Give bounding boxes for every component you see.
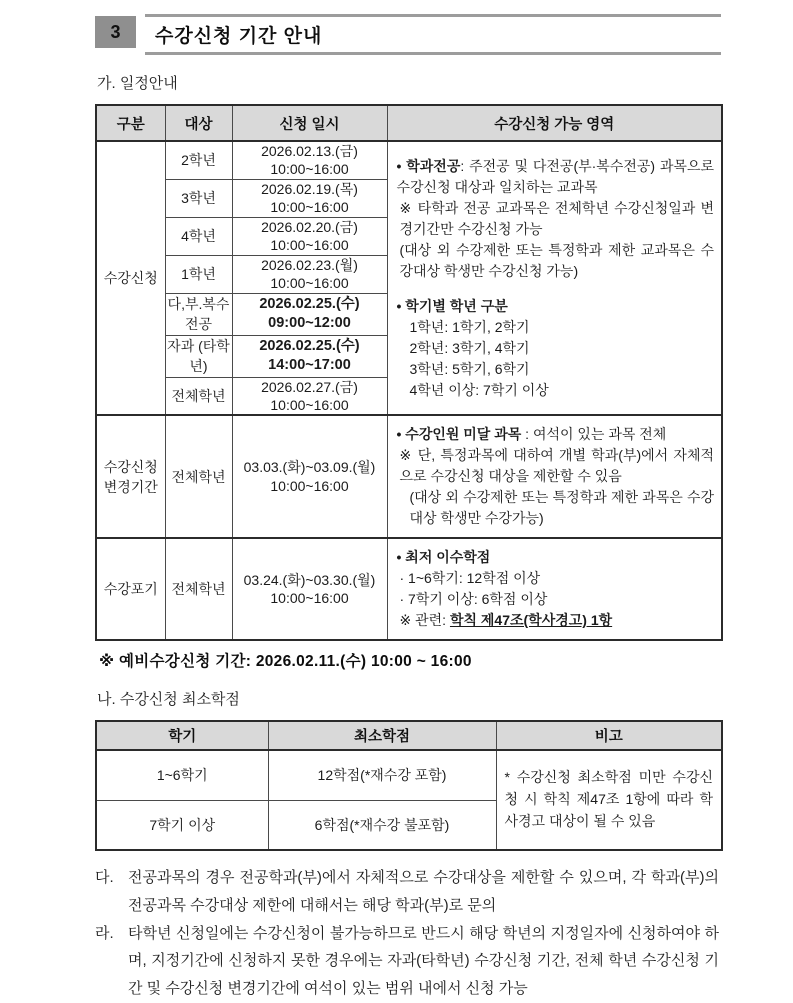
note-paragraph-da bbox=[95, 864, 721, 920]
date-text: 2026.02.25.(수) bbox=[259, 338, 360, 355]
datetime-cell bbox=[232, 415, 387, 538]
document-page bbox=[95, 14, 721, 1003]
area-block-major bbox=[397, 156, 715, 282]
change-area-paren: (대상 외 수강제한 또는 특정학과 제한 과목은 수강대상 학생만 수강가능) bbox=[409, 489, 714, 526]
credits-cell: 12학점(*재수강 포함) bbox=[268, 750, 496, 800]
time-text: 10:00~16:00 bbox=[270, 237, 349, 253]
datetime-cell bbox=[232, 335, 387, 377]
drop-related-line bbox=[397, 610, 715, 631]
semester-cell: 1~6학기 bbox=[96, 750, 268, 800]
section-number-badge: 3 bbox=[95, 16, 136, 48]
date-text: 2026.02.27.(금) bbox=[261, 378, 358, 395]
bullet-icon: • bbox=[396, 549, 402, 565]
group-label-change: 수강신청 변경기간 bbox=[96, 415, 165, 538]
available-area-cell bbox=[387, 141, 722, 415]
related-rule: 학칙 제47조(학사경고) 1항 bbox=[449, 612, 613, 628]
area-major-title: 학과전공 bbox=[406, 157, 461, 174]
table-row bbox=[96, 750, 722, 800]
datetime-cell bbox=[232, 377, 387, 415]
area-semester-title: 학기별 학년 구분 bbox=[405, 297, 508, 314]
area-major-text: : 주전공 및 다전공(부·복수전공) 과목으로 수강신청 대상과 일치하는 교과목 bbox=[396, 157, 714, 195]
drop-row bbox=[96, 538, 722, 640]
pre-registration-note: ※ 예비수강신청 기간: 2026.02.11.(수) 10:00 ~ 16:00 bbox=[99, 653, 472, 670]
bullet-icon: • bbox=[396, 297, 402, 314]
datetime-cell bbox=[232, 217, 387, 255]
target-cell: 자과 (타학년) bbox=[165, 335, 232, 377]
target-cell: 4학년 bbox=[165, 217, 232, 255]
bullet-icon: • bbox=[396, 426, 402, 442]
date-text: 2026.02.25.(수) bbox=[259, 296, 360, 313]
drop-credit-line: · 7학기 이상: 6학점 이상 bbox=[399, 591, 548, 607]
related-prefix: ※ 관련: bbox=[399, 612, 450, 628]
col-header-min-credits: 최소학점 bbox=[268, 721, 496, 750]
date-text: 2026.02.20.(금) bbox=[261, 218, 358, 235]
area-major-note: ※ 타학과 전공 교과목은 전체학년 수강신청일과 변경기간만 수강신청 가능 bbox=[399, 199, 714, 237]
target-cell: 전체학년 bbox=[165, 538, 232, 640]
min-credit-table bbox=[95, 720, 723, 851]
col-header-datetime: 신청 일시 bbox=[232, 105, 387, 141]
time-text: 10:00~16:00 bbox=[270, 477, 349, 494]
time-text: 14:00~17:00 bbox=[268, 357, 351, 373]
time-text: 10:00~16:00 bbox=[270, 396, 349, 413]
change-area-note: ※ 단, 특정과목에 대하여 개별 학과(부)에서 자체적으로 수강신청 대상을 제한할 수 있음 bbox=[399, 447, 714, 484]
col-header-semester: 학기 bbox=[96, 721, 268, 750]
time-text: 09:00~12:00 bbox=[268, 315, 351, 331]
col-header-area: 수강신청 가능 영역 bbox=[387, 105, 722, 141]
datetime-cell bbox=[232, 255, 387, 293]
col-header-remarks: 비고 bbox=[496, 721, 722, 750]
drop-area-title: 최저 이수학점 bbox=[405, 549, 491, 565]
group-label-drop: 수강포기 bbox=[96, 538, 165, 640]
schedule-table bbox=[95, 104, 723, 641]
date-text: 2026.02.23.(월) bbox=[261, 256, 358, 273]
time-text: 10:00~16:00 bbox=[270, 590, 349, 606]
date-text: 03.03.(화)~03.09.(월) bbox=[243, 459, 376, 476]
semester-line: 2학년: 3학기, 4학기 bbox=[409, 339, 530, 356]
drop-credit-line: · 1~6학기: 12학점 이상 bbox=[399, 570, 541, 586]
date-text: 03.24.(화)~03.30.(월) bbox=[243, 571, 376, 588]
target-cell: 다,부.복수전공 bbox=[165, 293, 232, 335]
semester-cell: 7학기 이상 bbox=[96, 800, 268, 850]
notes-section bbox=[95, 864, 721, 1003]
time-text: 10:00~16:00 bbox=[270, 275, 349, 291]
paragraph-label: 다. bbox=[95, 869, 114, 886]
section-title-rule bbox=[145, 14, 721, 55]
time-text: 10:00~16:00 bbox=[270, 199, 349, 215]
col-header-category: 구분 bbox=[96, 105, 165, 141]
semester-line: 3학년: 5학기, 6학기 bbox=[409, 360, 530, 377]
change-area-title-suffix: : 여석이 있는 과목 전체 bbox=[521, 426, 667, 442]
col-header-target: 대상 bbox=[165, 105, 232, 141]
target-cell: 전체학년 bbox=[165, 377, 232, 415]
change-period-row bbox=[96, 415, 722, 538]
target-cell: 1학년 bbox=[165, 255, 232, 293]
subsection-b-label: 나. 수강신청 최소학점 bbox=[97, 691, 240, 708]
area-block-semester bbox=[397, 296, 715, 401]
datetime-cell bbox=[232, 141, 387, 179]
table-row bbox=[96, 141, 722, 179]
section-header bbox=[95, 14, 721, 55]
datetime-cell bbox=[232, 293, 387, 335]
page-title: 수강신청 기간 안내 bbox=[155, 26, 323, 47]
change-area-title: 수강인원 미달 과목 bbox=[405, 426, 522, 442]
remarks-cell: * 수강신청 최소학점 미만 수강신청 시 학칙 제47조 1항에 따라 학사경고 대상이 될 수 있음 bbox=[496, 750, 722, 850]
subsection-a-label: 가. 일정안내 bbox=[97, 75, 178, 92]
area-major-paren: (대상 외 수강제한 또는 특정학과 제한 교과목은 수강대상 학생만 수강신청 가능) bbox=[399, 241, 714, 279]
datetime-cell bbox=[232, 538, 387, 640]
group-label-registration: 수강신청 bbox=[96, 141, 165, 415]
target-cell: 3학년 bbox=[165, 179, 232, 217]
drop-area-cell bbox=[387, 538, 722, 640]
min-credit-header-row bbox=[96, 721, 722, 750]
paragraph-text: 전공과목의 경우 전공학과(부)에서 자체적으로 수강대상을 제한할 수 있으며, 각 학과(부)의 전공과목 수강대상 제한에 대해서는 해당 학과(부)로 문의 bbox=[128, 869, 719, 914]
credits-cell: 6학점(*재수강 불포함) bbox=[268, 800, 496, 850]
date-text: 2026.02.19.(목) bbox=[261, 180, 358, 197]
bullet-icon: • bbox=[396, 157, 402, 174]
datetime-cell bbox=[232, 179, 387, 217]
target-cell: 전체학년 bbox=[165, 415, 232, 538]
note-paragraph-ra bbox=[95, 920, 721, 1003]
semester-line: 4학년 이상: 7학기 이상 bbox=[409, 381, 549, 398]
paragraph-label: 라. bbox=[95, 924, 114, 942]
date-text: 2026.02.13.(금) bbox=[261, 143, 358, 160]
change-area-cell bbox=[387, 415, 722, 538]
time-text: 10:00~16:00 bbox=[270, 161, 349, 178]
semester-line: 1학년: 1학기, 2학기 bbox=[409, 318, 530, 335]
paragraph-text: 타학년 신청일에는 수강신청이 불가능하므로 반드시 해당 학년의 지정일자에 신청하여야 하며, 지정기간에 신청하지 못한 경우에는 자과(타학년) 수강신청 기간, 전체 학년 수강신청 기간 및 수강신청 변경기간에 여석이 있는 범위 내에서 신청 가능 bbox=[128, 924, 719, 997]
schedule-header-row bbox=[96, 105, 722, 141]
target-cell: 2학년 bbox=[165, 141, 232, 179]
